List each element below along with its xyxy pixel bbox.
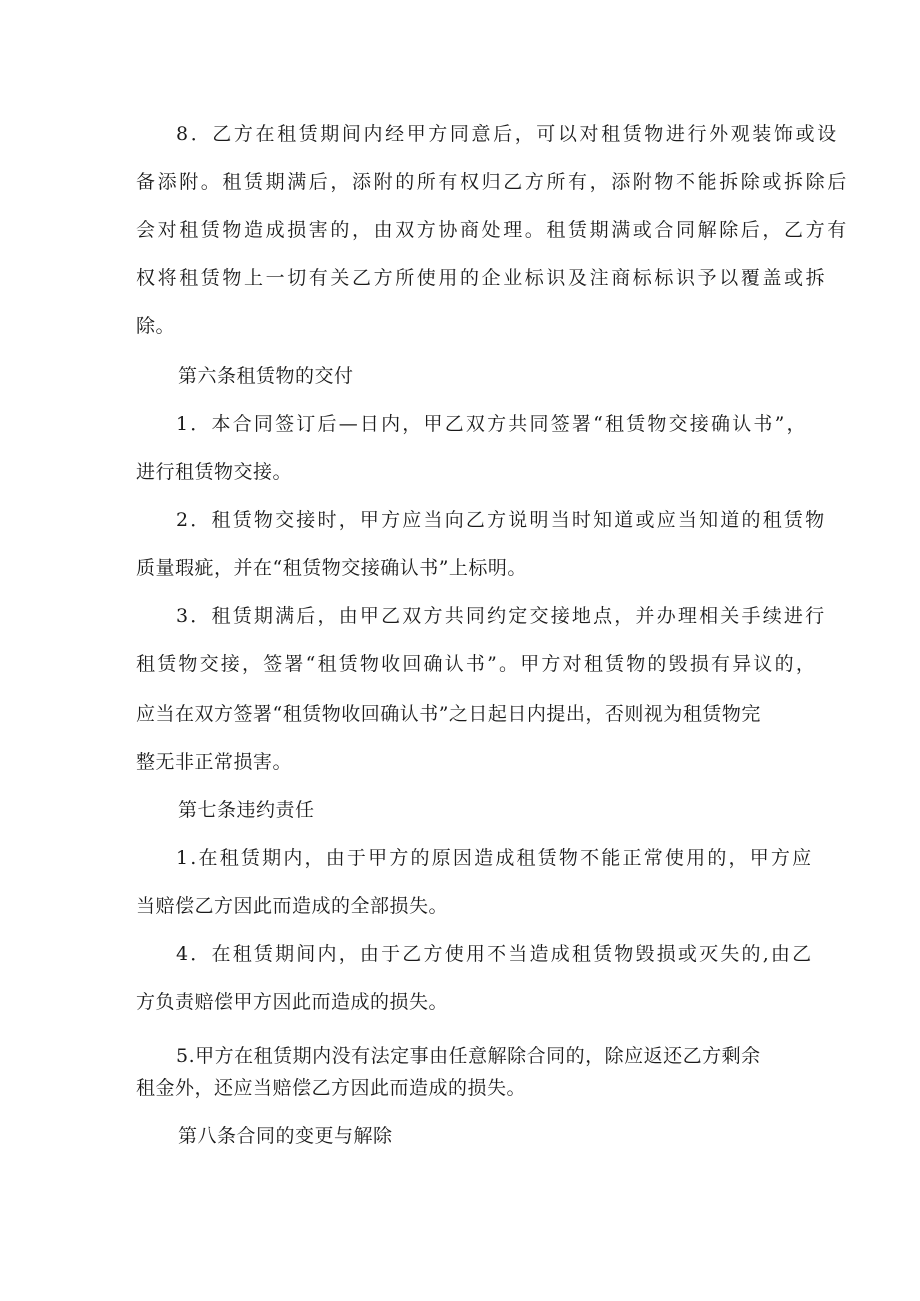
clause-6-3-line-4: 整无非正常损害。 <box>136 751 293 773</box>
clause-6-1-line-1: 1．本合同签订后—日内，甲乙双方共同签署“租赁物交接确认书”， <box>176 413 808 435</box>
clause-6-2-line-1: 2．租赁物交接时，甲方应当向乙方说明当时知道或应当知道的租赁物 <box>176 509 827 531</box>
section-heading-8: 第八条合同的变更与解除 <box>178 1125 393 1147</box>
paragraph-8-line-3: 会对租赁物造成损害的，由双方协商处理。租赁期满或合同解除后，乙方有 <box>136 219 849 241</box>
clause-6-3-line-1: 3．租赁期满后，由甲乙双方共同约定交接地点，并办理相关手续进行 <box>176 605 827 627</box>
clause-7-5-line-1: 5.甲方在租赁期内没有法定事由任意解除合同的，除应返还乙方剩余 <box>176 1045 761 1067</box>
paragraph-8-line-4: 权将租赁物上一切有关乙方所使用的企业标识及注商标标识予以覆盖或拆 <box>136 267 828 289</box>
clause-7-1-line-1: 1.在租赁期内，由于甲方的原因造成租赁物不能正常使用的，甲方应 <box>176 847 814 869</box>
clause-6-2-line-2: 质量瑕疵，并在“租赁物交接确认书”上标明。 <box>136 557 527 579</box>
clause-6-3-line-3: 应当在双方签署“租赁物收回确认书”之日起日内提出，否则视为租赁物完 <box>136 703 761 725</box>
section-heading-6: 第六条租赁物的交付 <box>178 365 354 387</box>
paragraph-8-line-1: 8．乙方在租赁期间内经甲方同意后，可以对租赁物进行外观装饰或设 <box>176 123 839 145</box>
clause-6-3-line-2: 租赁物交接，签署“租赁物收回确认书”。甲方对租赁物的毁损有异议的， <box>136 653 818 675</box>
clause-6-1-line-2: 进行租赁物交接。 <box>136 461 293 483</box>
section-heading-7: 第七条违约责任 <box>178 799 315 821</box>
clause-7-5-line-2: 租金外，还应当赔偿乙方因此而造成的损失。 <box>136 1077 527 1099</box>
clause-7-4-line-2: 方负责赔偿甲方因此而造成的损失。 <box>136 991 449 1013</box>
paragraph-8-line-2: 备添附。租赁期满后，添附的所有权归乙方所有，添附物不能拆除或拆除后 <box>136 171 849 193</box>
paragraph-8-line-5: 除。 <box>136 315 176 337</box>
clause-7-1-line-2: 当赔偿乙方因此而造成的全部损失。 <box>136 895 449 917</box>
clause-7-4-line-1: 4．在租赁期间内，由于乙方使用不当造成租赁物毁损或灭失的,由乙 <box>176 943 814 965</box>
